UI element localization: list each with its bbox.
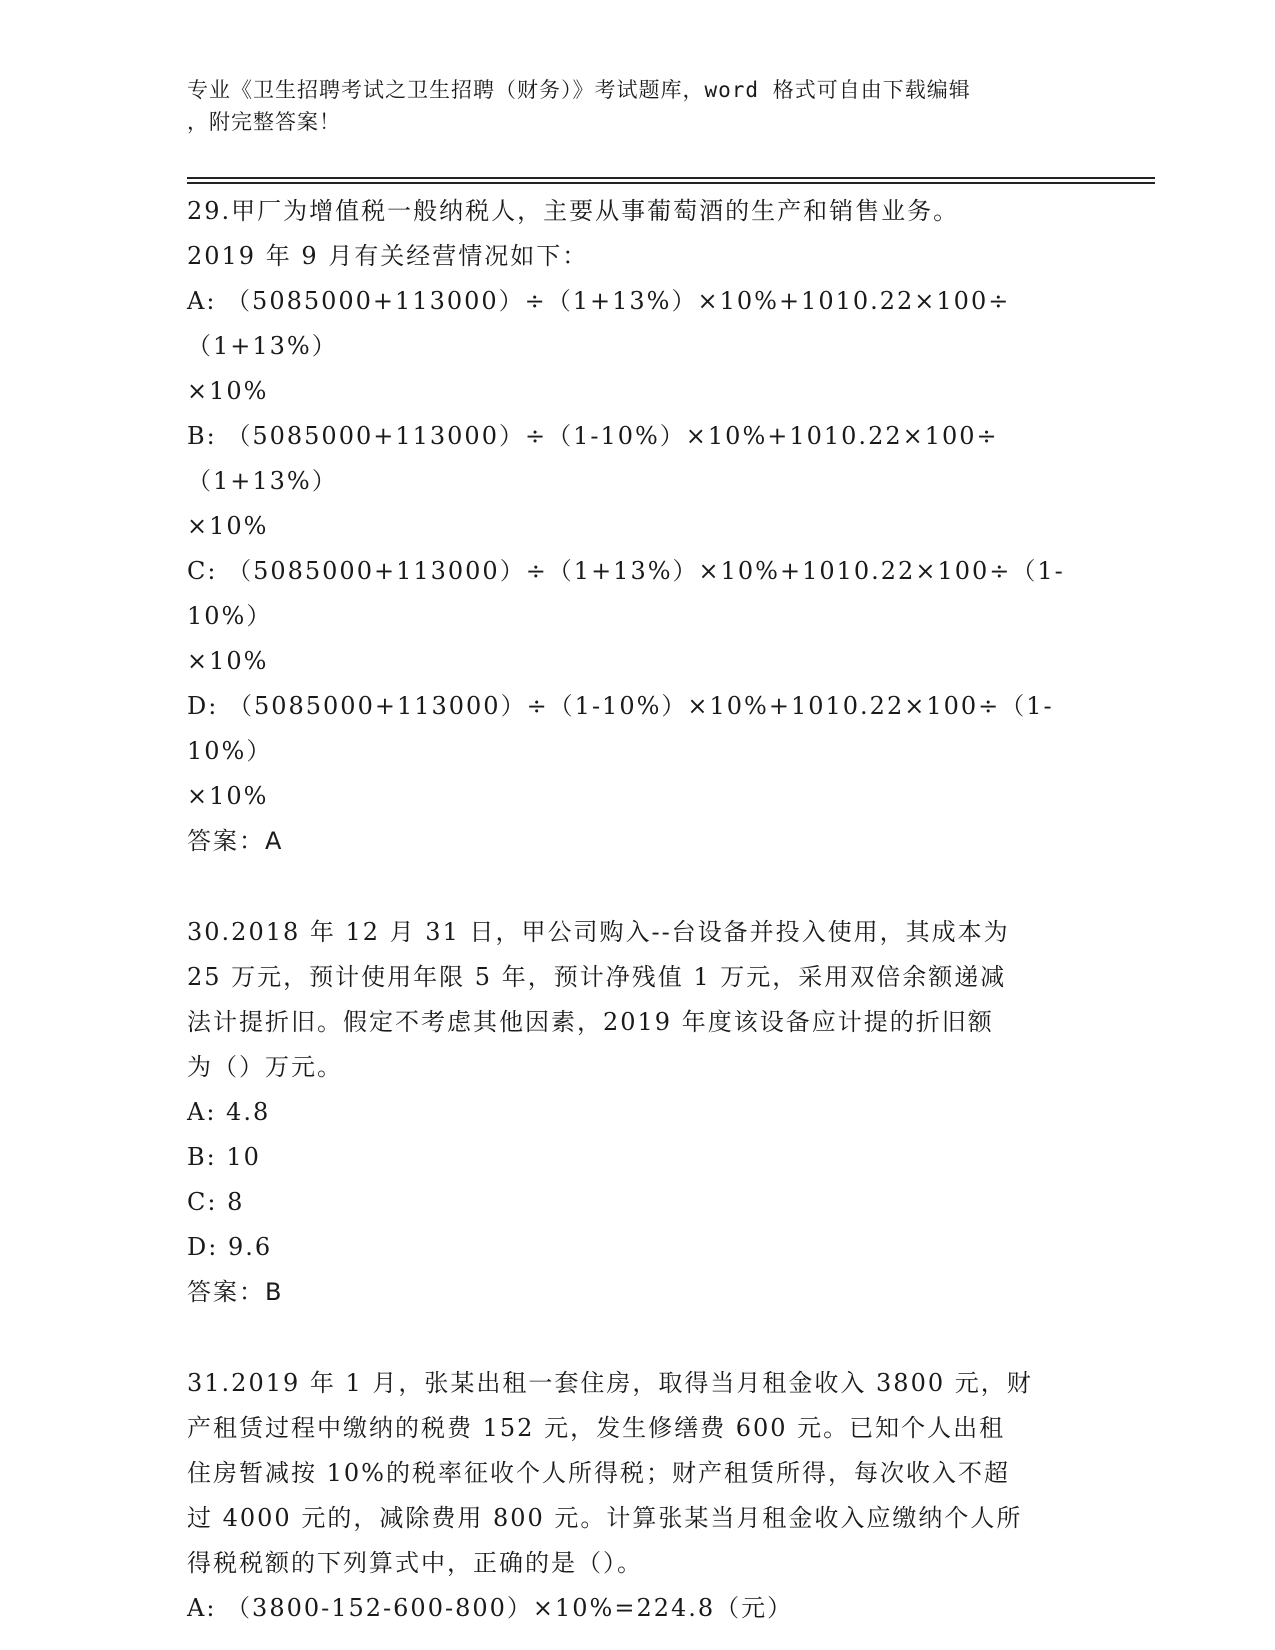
document-header — [187, 74, 1067, 138]
question-stem-line: 住房暂减按 10%的税率征收个人所得税；财产租赁所得，每次收入不超 — [187, 1459, 1010, 1487]
question-list — [187, 189, 1087, 1631]
question-stem-line: 产租赁过程中缴纳的税费 152 元，发生修缮费 600 元。已知个人出租 — [187, 1414, 1006, 1442]
option-line: C: （5085000+113000）÷（1+13%）×10%+1010.22×100÷（1-10%） — [187, 557, 1065, 630]
question-stem-line: 为（）万元。 — [187, 1053, 343, 1081]
option-line: A: （5085000+113000）÷（1+13%）×10%+1010.22×100÷（1+13%） — [187, 287, 1011, 360]
question-stem-line: 29.甲厂为增值税一般纳税人，主要从事葡萄酒的生产和销售业务。 — [187, 197, 960, 225]
answer-label: 答案：A — [187, 827, 284, 855]
question-stem-line: 25 万元，预计使用年限 5 年，预计净残值 1 万元，采用双倍余额递减 — [187, 963, 1007, 991]
option-line: ×10% — [187, 782, 269, 810]
option-c: C: 8 — [187, 1188, 245, 1216]
option-d: D: 9.6 — [187, 1233, 273, 1261]
header-line-2: ，附完整答案！ — [187, 110, 341, 134]
question-31 — [187, 1361, 1087, 1631]
option-b: B: 10 — [187, 1143, 261, 1171]
option-line: ×10% — [187, 647, 269, 675]
option-line: ×10% — [187, 512, 269, 540]
answer-label: 答案：B — [187, 1278, 284, 1306]
question-30 — [187, 910, 1087, 1315]
header-divider-top — [187, 177, 1155, 179]
question-stem-line: 2019 年 9 月有关经营情况如下： — [187, 242, 589, 270]
option-line: D: （5085000+113000）÷（1-10%）×10%+1010.22×100÷（1-10%） — [187, 692, 1054, 765]
option-line: ×10% — [187, 377, 269, 405]
option-line: B: （5085000+113000）÷（1-10%）×10%+1010.22×100÷（1+13%） — [187, 422, 999, 495]
header-line-1: 专业《卫生招聘考试之卫生招聘（财务）》考试题库，word 格式可自由下载编辑 — [187, 78, 971, 102]
question-stem-line: 法计提折旧。假定不考虑其他因素，2019 年度该设备应计提的折旧额 — [187, 1008, 994, 1036]
question-stem-line: 得税税额的下列算式中，正确的是（）。 — [187, 1549, 643, 1577]
question-stem-line: 过 4000 元的，减除费用 800 元。计算张某当月租金收入应缴纳个人所 — [187, 1504, 1023, 1532]
question-stem-line: 30.2018 年 12 月 31 日，甲公司购入--台设备并投入使用，其成本为 — [187, 918, 1010, 946]
question-stem-line: 31.2019 年 1 月，张某出租一套住房，取得当月租金收入 3800 元，财 — [187, 1369, 1033, 1397]
option-a: A: 4.8 — [187, 1098, 271, 1126]
header-divider-bottom — [187, 182, 1155, 184]
question-29 — [187, 189, 1087, 864]
option-a: A: （3800-152-600-800）×10%=224.8（元） — [187, 1594, 794, 1622]
